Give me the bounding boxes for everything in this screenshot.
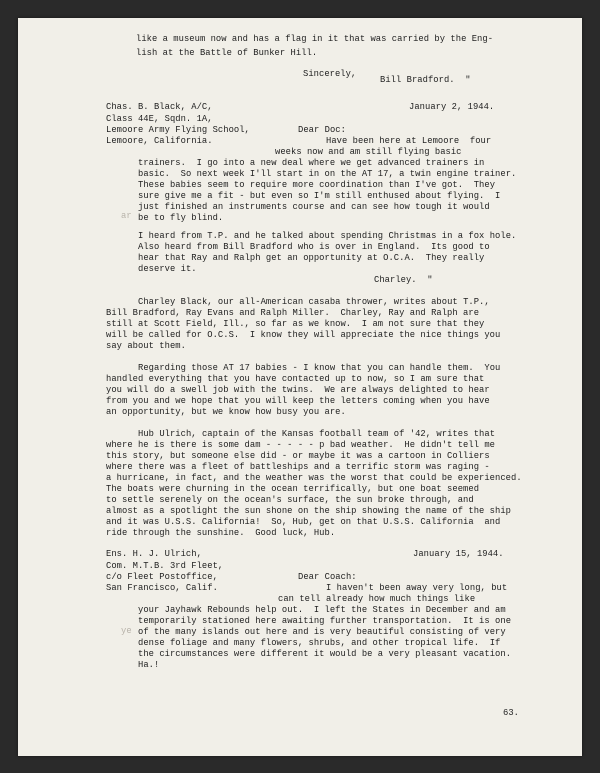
text-line: almost as a spotlight the sun shone on the ship showing the name of the ship bbox=[106, 506, 512, 516]
text-line: Lemoore Army Flying School, bbox=[106, 125, 250, 135]
ghost-mark: ar bbox=[121, 211, 132, 221]
text-line: The boats were churning in the ocean terrifically, but one boat seemed bbox=[106, 484, 480, 494]
text-line: Com. M.T.B. 3rd Fleet, bbox=[106, 561, 224, 571]
text-line: can tell already how much things like bbox=[278, 594, 476, 604]
text-line: Charley Black, our all-American casaba thrower, writes about T.P., bbox=[138, 297, 490, 307]
text-line: Bill Bradford, Ray Evans and Ralph Miller. Charley, Ray and Ralph are bbox=[106, 308, 480, 318]
text-line: to settle serenely on the ocean's surface, the sun broke through, and bbox=[106, 495, 474, 505]
text-line: trainers. I go into a new deal where we get advanced trainers in bbox=[138, 158, 485, 168]
text-line: the circumstances were different it would be a very pleasant vacation. bbox=[138, 649, 512, 659]
text-line: I haven't been away very long, but bbox=[326, 583, 508, 593]
text-line: c/o Fleet Postoffice, bbox=[106, 572, 218, 582]
text-line: temporarily stationed here awaiting further transportation. It is one bbox=[138, 616, 512, 626]
text-line: Ha.! bbox=[138, 660, 160, 670]
text-line: weeks now and am still flying basic bbox=[275, 147, 462, 157]
text-line: an opportunity, but we know how busy you are. bbox=[106, 407, 346, 417]
ghost-mark: ye bbox=[121, 626, 132, 636]
text-line: ride through the sunshine. Good luck, Hub. bbox=[106, 528, 336, 538]
text-line: basic. So next week I'll start in on the AT 17, a twin engine trainer. bbox=[138, 169, 517, 179]
text-line: say about them. bbox=[106, 341, 186, 351]
text-line: handled everything that you have contacted up to now, so I am sure that bbox=[106, 374, 485, 384]
text-line: lish at the Battle of Bunker Hill. bbox=[136, 48, 318, 58]
text-line: will be called for O.C.S. I know they will appreciate the nice things you bbox=[106, 330, 501, 340]
text-line: still at Scott Field, Ill., so far as we know. I am not sure that they bbox=[106, 319, 485, 329]
text-line: where there was a fleet of battleships and a terrific storm was raging - bbox=[106, 462, 490, 472]
text-line: I heard from T.P. and he talked about spending Christmas in a fox hole. bbox=[138, 231, 517, 241]
text-line: of the many islands out here and is very beautiful consisting of very bbox=[138, 627, 506, 637]
text-line: you will do a swell job with the twins. We are always delighted to hear bbox=[106, 385, 490, 395]
text-line: like a museum now and has a flag in it that was carried by the Eng- bbox=[136, 34, 494, 44]
text-line: Dear Coach: bbox=[298, 572, 357, 582]
document-page bbox=[18, 18, 582, 756]
text-line: this story, but someone else did - or maybe it was a cartoon in Colliers bbox=[106, 451, 490, 461]
text-line: Dear Doc: bbox=[298, 125, 346, 135]
text-line: from you and we hope that you will keep the letters coming when you have bbox=[106, 396, 490, 406]
text-line: just finished an instruments course and can see how tough it would bbox=[138, 202, 490, 212]
text-line: Ens. H. J. Ulrich, bbox=[106, 549, 202, 559]
text-line: Charley. " bbox=[374, 275, 433, 285]
text-line: Sincerely, bbox=[303, 69, 357, 79]
text-line: Also heard from Bill Bradford who is over in England. Its good to bbox=[138, 242, 490, 252]
text-line: deserve it. bbox=[138, 264, 197, 274]
text-line: Chas. B. Black, A/C, bbox=[106, 102, 213, 112]
text-line: Bill Bradford. " bbox=[380, 75, 471, 85]
text-line: a hurricane, in fact, and the weather was the worst that could be experienced. bbox=[106, 473, 522, 483]
text-line: Regarding those AT 17 babies - I know that you can handle them. You bbox=[138, 363, 501, 373]
text-line: sure give me a fit - but even so I'm still enthused about flying. I bbox=[138, 191, 501, 201]
text-line: and it was U.S.S. California! So, Hub, get on that U.S.S. California and bbox=[106, 517, 501, 527]
text-line: January 15, 1944. bbox=[413, 549, 504, 559]
text-line: Lemoore, California. bbox=[106, 136, 213, 146]
text-line: Have been here at Lemoore four bbox=[326, 136, 492, 146]
text-line: where he is there is some dam - - - - - p bad weather. He didn't tell me bbox=[106, 440, 496, 450]
text-line: dense foliage and many flowers, shrubs, and other tropical life. If bbox=[138, 638, 501, 648]
text-line: hear that Ray and Ralph get an opportunity at O.C.A. They really bbox=[138, 253, 485, 263]
text-line: Hub Ulrich, captain of the Kansas football team of '42, writes that bbox=[138, 429, 496, 439]
text-line: be to fly blind. bbox=[138, 213, 224, 223]
text-line: These babies seem to require more coordination than I've got. They bbox=[138, 180, 496, 190]
text-line: your Jayhawk Rebounds help out. I left the States in December and am bbox=[138, 605, 506, 615]
text-line: January 2, 1944. bbox=[409, 102, 495, 112]
text-line: Class 44E, Sqdn. 1A, bbox=[106, 114, 213, 124]
page-number: 63. bbox=[503, 708, 519, 718]
text-line: San Francisco, Calif. bbox=[106, 583, 218, 593]
